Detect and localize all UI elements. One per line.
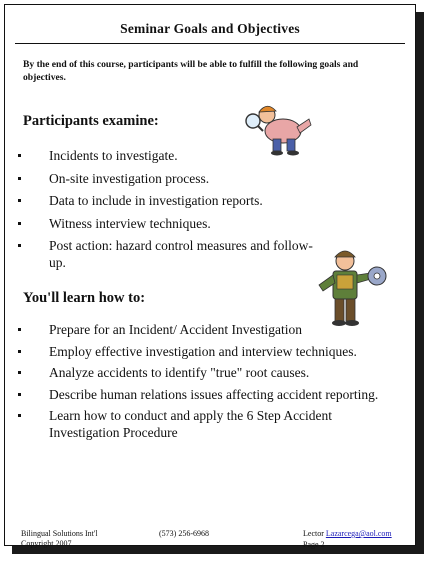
learn-list [5,321,400,446]
list-item: On-site investigation process. [5,170,315,187]
footer-lector-label: Lector [303,529,324,538]
bullet-icon [18,177,21,180]
list-item: Data to include in investigation reports. [5,192,315,209]
list-item: Employ effective investigation and interview techniques. [5,343,400,360]
bullet-icon [18,371,21,374]
bullet-icon [18,350,21,353]
list-item: Describe human relations issues affecting accident reporting. [5,386,400,403]
footer-page-number: Page 2 [303,540,325,549]
footer-phone: (573) 256-6968 [159,529,209,538]
section-heading-examine: Participants examine: [23,113,159,129]
title-divider [15,43,405,44]
intro-text: By the end of this course, participants will be able to fulfill the following goals and objectives. [23,59,359,83]
section-heading-learn: You'll learn how to: [23,290,146,306]
list-item: Analyze accidents to identify "true" root causes. [5,364,400,381]
list-item: Witness interview techniques. [5,215,315,232]
bullet-icon [18,328,21,331]
footer-org-name: Bilingual Solutions Int'l [21,529,98,538]
bullet-icon [18,414,21,417]
bullet-icon [18,222,21,225]
footer-copyright: Copyright 2007 [21,539,72,548]
list-item: Post action: hazard control measures and follow-up. [5,237,315,271]
bullet-icon [18,154,21,157]
footer-lector [303,529,392,539]
bullet-icon [18,199,21,202]
document-page [4,4,416,549]
construction-worker-icon [313,243,389,329]
bullet-icon [18,393,21,396]
footer-org [21,529,98,549]
list-item: Incidents to investigate. [5,147,315,164]
page-title: Seminar Goals and Objectives [120,21,300,36]
footer-email-link[interactable]: Lazarcega@aol.com [325,529,392,538]
examine-list [5,147,315,277]
list-item: Prepare for an Incident/ Accident Investigation [5,321,400,338]
list-item: Learn how to conduct and apply the 6 Step Accident Investigation Procedure [5,407,400,441]
bullet-icon [18,244,21,247]
